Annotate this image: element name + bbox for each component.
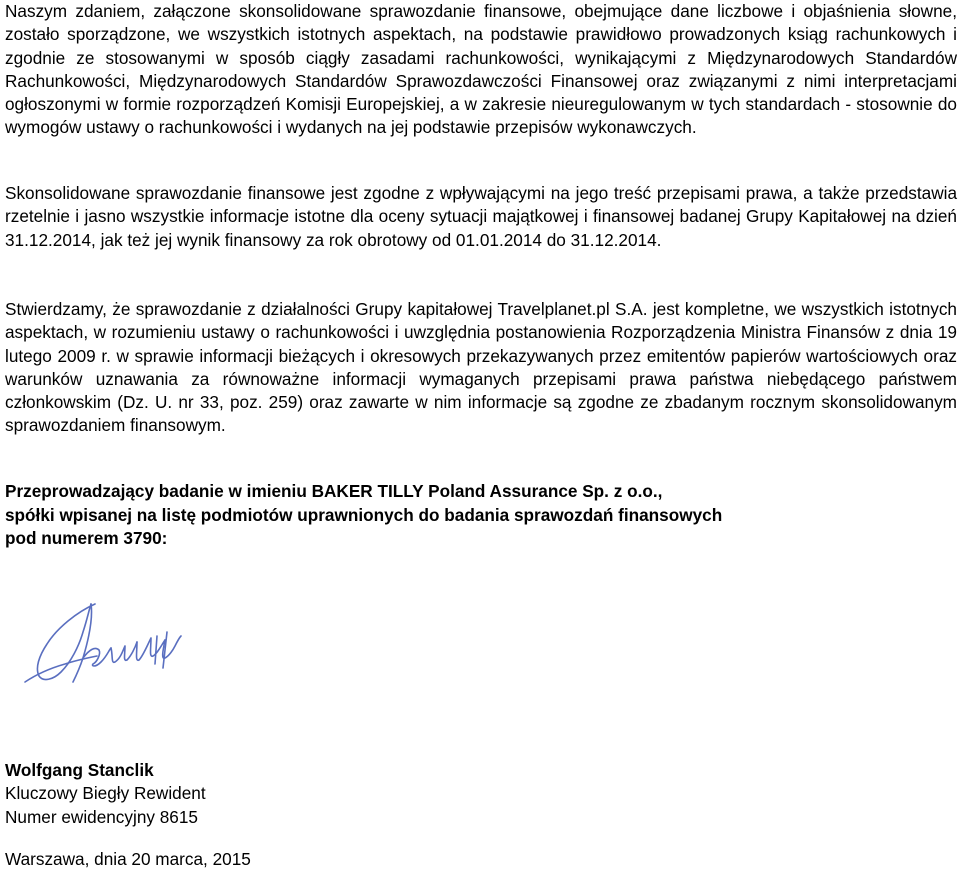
auditor-statement-line-2: spółki wpisanej na listę podmiotów uprawnionych do badania sprawozdań finansowych bbox=[5, 504, 723, 525]
activity-report-paragraph: Stwierdzamy, że sprawozdanie z działalności Grupy kapitałowej Travelplanet.pl S.A. jest kompletne, we wszystkich istotnych aspektach, w rozumieniu ustawy o rachunkowości i uwzględnia postanowienia Rozporządzenia Ministra Finansów z dnia 19 lutego 2009 r. w sprawie informacji bieżących i okresowych przekazywanych przez emitentów papierów wartościowych oraz warunków uznawania za równoważne informacji wymaganych przepisami prawa państwa niebędącego państwem członkowskim (Dz. U. nr 33, poz. 259) oraz zawarte w nim informacje są zgodne ze zbadanym rocznym skonsolidowanym sprawozdaniem finansowym. bbox=[5, 299, 957, 436]
auditor-statement-line-3: pod numerem 3790: bbox=[5, 528, 168, 548]
place-and-date: Warszawa, dnia 20 marca, 2015 bbox=[5, 849, 251, 869]
handwritten-signature bbox=[17, 598, 197, 688]
signer-title: Kluczowy Biegły Rewident bbox=[5, 783, 206, 804]
signer-name: Wolfgang Stanclik bbox=[5, 760, 154, 780]
compliance-paragraph: Skonsolidowane sprawozdanie finansowe jest zgodne z wpływającymi na jego treść przepisami prawa, a także przedstawia rzetelnie i jasno wszystkie informacje istotne dla oceny sytuacji majątkowej i finansowej badanej Grupy Kapitałowej na dzień 31.12.2014, jak też jej wynik finansowy za rok obrotowy od 01.01.2014 do 31.12.2014. bbox=[5, 183, 957, 250]
opinion-paragraph: Naszym zdaniem, załączone skonsolidowane sprawozdanie finansowe, obejmujące dane liczbowe i objaśnienia słowne, zostało sporządzone, we wszystkich istotnych aspektach, na podstawie prawidłowo prowadzonych ksiąg rachunkowych i zgodnie ze stosowanymi w sposób ciągły zasadami rachunkowości, wynikającymi z Międzynarodowych Standardów Rachunkowości, Międzynarodowych Standardów Sprawozdawczości Finansowej oraz związanymi z nimi interpretacjami ogłoszonymi w formie rozporządzeń Komisji Europejskiej, a w zakresie nieuregulowanym w tych standardach - stosownie do wymogów ustawy o rachunkowości i wydanych na jej podstawie przepisów wykonawczych. bbox=[5, 1, 957, 138]
auditor-statement bbox=[5, 480, 957, 551]
signer-block bbox=[5, 759, 206, 829]
signer-registry-number: Numer ewidencyjny 8615 bbox=[5, 806, 198, 827]
auditor-statement-line-1: Przeprowadzający badanie w imieniu BAKER TILLY Poland Assurance Sp. z o.o., bbox=[5, 481, 663, 501]
